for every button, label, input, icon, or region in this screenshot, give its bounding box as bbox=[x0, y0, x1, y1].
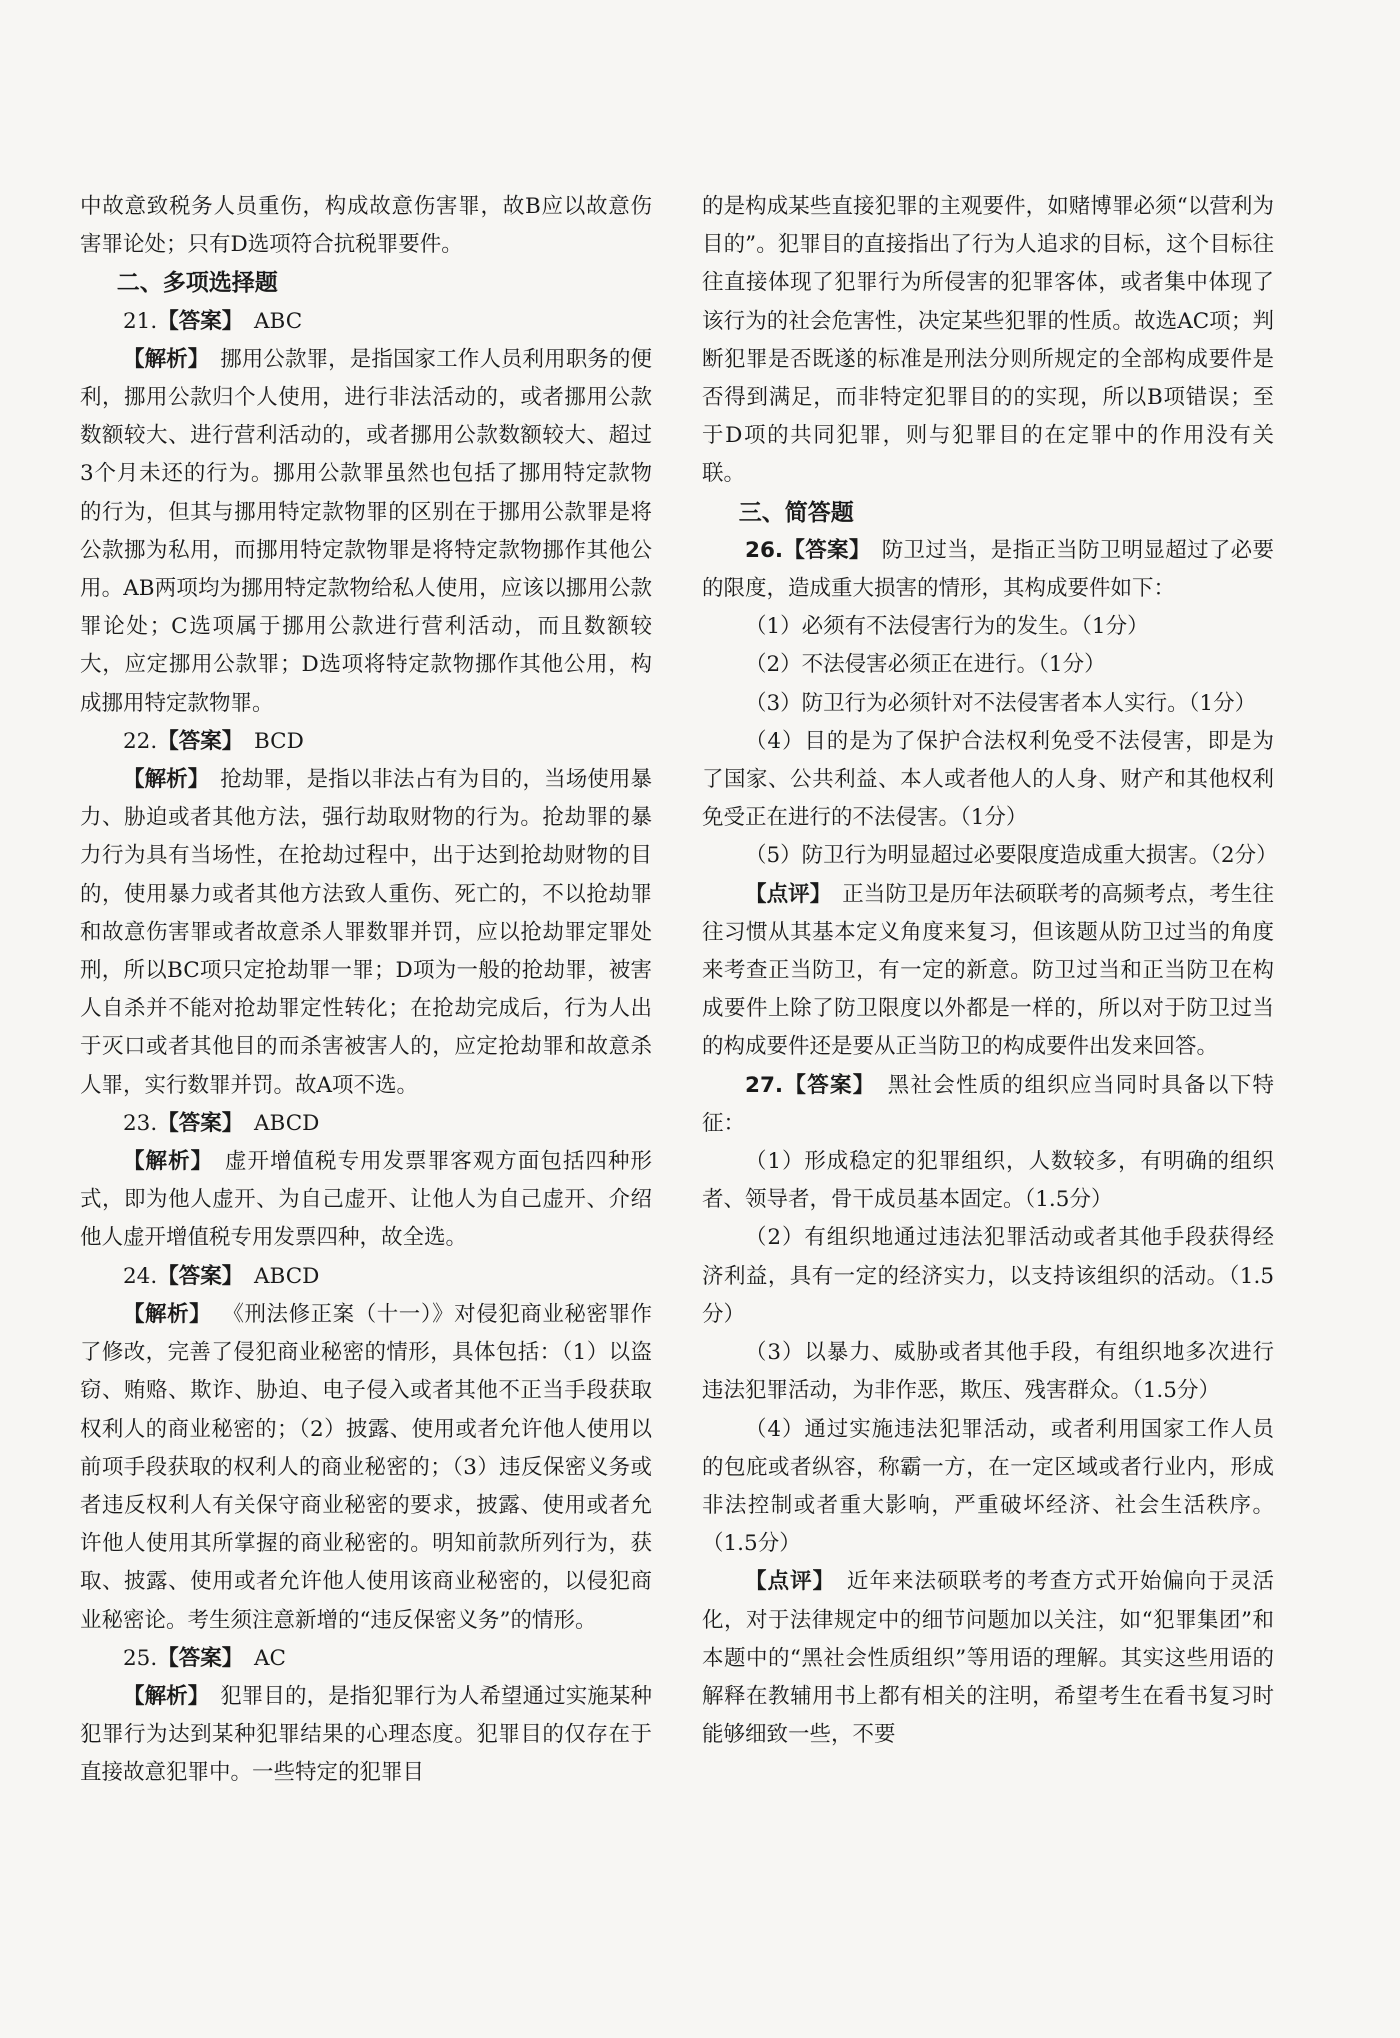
body-paragraph: （1）必须有不法侵害行为的发生。（1分） bbox=[745, 614, 1149, 640]
question-number: 21. bbox=[123, 308, 158, 334]
answer-tag: 【答案】 bbox=[157, 308, 244, 334]
explanation-paragraph bbox=[80, 1678, 652, 1793]
body-paragraph: （1）形成稳定的犯罪组织，人数较多，有明确的组织者、领导者，骨干成员基本固定。（1.5分） bbox=[702, 1149, 1274, 1213]
explanation-paragraph bbox=[702, 532, 1274, 608]
explanation-paragraph bbox=[702, 1563, 1274, 1754]
explanation-text: 正当防卫是历年法硕联考的高频考点，考生往往习惯从其基本定义角度来复习，但该题从防卫过当的角度来考查正当防卫，有一定的新意。防卫过当和正当防卫在构成要件上除了防卫限度以外都是一样的，所以对于防卫过当的构成要件还是要从正当防卫的构成要件出发来回答。 bbox=[702, 881, 1274, 1060]
section-heading: 二、多项选择题 bbox=[116, 270, 278, 297]
answer-tag: 【答案】 bbox=[157, 1645, 244, 1671]
question-number: 25. bbox=[123, 1645, 158, 1671]
body-paragraph: 中故意致税务人员重伤，构成故意伤害罪，故B应以故意伤害罪论处；只有D选项符合抗税罪要件。 bbox=[80, 194, 652, 258]
section-heading: 三、简答题 bbox=[738, 499, 854, 526]
answer-line bbox=[80, 1640, 652, 1678]
answer-line bbox=[80, 1105, 652, 1143]
body-paragraph: 的是构成某些直接犯罪的主观要件，如赌博罪必须“以营利为目的”。犯罪目的直接指出了行为人追求的目标，这个目标往往直接体现了犯罪行为所侵害的犯罪客体，或者集中体现了该行为的社会危害性，决定某些犯罪的性质。故选AC项；判断犯罪是否既遂的标准是刑法分则所规定的全部构成要件是否得到满足，而非特定犯罪目的的实现，所以B项错误；至于D项的共同犯罪，则与犯罪目的在定罪中的作用没有关联。 bbox=[702, 194, 1274, 487]
answer-value: BCD bbox=[253, 728, 304, 754]
answer-value: ABCD bbox=[253, 1110, 320, 1136]
body-paragraph: （5）防卫行为明显超过必要限度造成重大损害。（2分） bbox=[745, 843, 1278, 869]
right-column bbox=[702, 188, 1278, 1754]
explanation-tag: 26.【答案】 bbox=[745, 537, 871, 563]
explanation-paragraph bbox=[702, 876, 1274, 1067]
question-number: 22. bbox=[123, 728, 158, 754]
body-paragraph: （4）通过实施违法犯罪活动，或者利用国家工作人员的包庇或者纵容，称霸一方，在一定区域或者行业内，形成非法控制或者重大影响，严重破坏经济、社会生活秩序。（1.5分） bbox=[702, 1416, 1274, 1557]
question-number: 23. bbox=[123, 1110, 158, 1136]
explanation-text: 抢劫罪，是指以非法占有为目的，当场使用暴力、胁迫或者其他方法，强行劫取财物的行为。抢劫罪的暴力行为具有当场性，在抢劫过程中，出于达到抢劫财物的目的，使用暴力或者其他方法致人重伤、死亡的，不以抢劫罪和故意伤害罪或者故意杀人罪数罪并罚，应以抢劫罪定罪处刑，所以BC项只定抢劫罪一罪；D项为一般的抢劫罪，被害人自杀并不能对抢劫罪定性转化；在抢劫完成后，行为人出于灭口或者其他目的而杀害被害人的，应定抢劫罪和故意杀人罪，实行数罪并罚。故A项不选。 bbox=[80, 767, 652, 1098]
explanation-text: 近年来法硕联考的考查方式开始偏向于灵活化，对于法律规定中的细节问题加以关注，如“犯罪集团”和本题中的“黑社会性质组织”等用语的理解。其实这些用语的解释在教辅用书上都有相关的注明，希望考生在看书复习时能够细致一些，不要 bbox=[702, 1569, 1274, 1748]
explanation-tag: 【解析】 bbox=[123, 1301, 212, 1327]
explanation-text: 犯罪目的，是指犯罪行为人希望通过实施某种犯罪行为达到某种犯罪结果的心理态度。犯罪目的仅存在于直接故意犯罪中。一些特定的犯罪目 bbox=[80, 1683, 652, 1786]
body-paragraph: （3）以暴力、威胁或者其他手段，有组织地多次进行违法犯罪活动，为非作恶，欺压、残害群众。（1.5分） bbox=[702, 1340, 1274, 1404]
body-paragraph: （4）目的是为了保护合法权利免受不法侵害，即是为了国家、公共利益、本人或者他人的人身、财产和其他权利免受正在进行的不法侵害。（1分） bbox=[702, 728, 1274, 831]
explanation-paragraph bbox=[80, 1143, 652, 1258]
explanation-text: 虚开增值税专用发票罪客观方面包括四种形式，即为他人虚开、为自己虚开、让他人为自己虚开、介绍他人虚开增值税专用发票四种，故全选。 bbox=[80, 1149, 652, 1251]
explanation-tag: 【解析】 bbox=[123, 767, 210, 793]
answer-line bbox=[80, 1258, 652, 1296]
explanation-tag: 【解析】 bbox=[123, 1149, 214, 1175]
explanation-tag: 【解析】 bbox=[123, 1683, 210, 1709]
explanation-tag: 【点评】 bbox=[745, 881, 832, 907]
question-number: 24. bbox=[123, 1263, 158, 1289]
answer-line bbox=[80, 723, 652, 761]
explanation-text: 黑社会性质的组织应当同时具备以下特征： bbox=[702, 1072, 1274, 1136]
explanation-text: 《刑法修正案（十一）》对侵犯商业秘密罪作了修改，完善了侵犯商业秘密的情形，具体包括：（1）以盗窃、贿赂、欺诈、胁迫、电子侵入或者其他不正当手段获取权利人的商业秘密的；（2）披露、使用或者允许他人使用以前项手段获取的权利人的商业秘密的；（3）违反保密义务或者违反权利人有关保守商业秘密的要求，披露、使用或者允许他人使用其所掌握的商业秘密的。明知前款所列行为，获取、披露、使用或者允许他人使用该商业秘密的，以侵犯商业秘密论。考生须注意新增的“违反保密义务”的情形。 bbox=[80, 1301, 652, 1633]
explanation-paragraph bbox=[702, 1067, 1274, 1143]
body-paragraph: （2）有组织地通过违法犯罪活动或者其他手段获得经济利益，具有一定的经济实力，以支持该组织的活动。（1.5分） bbox=[702, 1225, 1274, 1327]
explanation-text: 防卫过当，是指正当防卫明显超过了必要的限度，造成重大损害的情形，其构成要件如下： bbox=[702, 537, 1274, 602]
explanation-tag: 【解析】 bbox=[123, 346, 210, 372]
body-paragraph: （3）防卫行为必须针对不法侵害者本人实行。（1分） bbox=[745, 690, 1257, 716]
body-paragraph: （2）不法侵害必须正在进行。（1分） bbox=[745, 652, 1106, 678]
explanation-tag: 【点评】 bbox=[745, 1569, 836, 1595]
answer-value: AC bbox=[253, 1645, 286, 1671]
explanation-paragraph bbox=[80, 341, 652, 723]
answer-value: ABCD bbox=[253, 1263, 320, 1289]
answer-tag: 【答案】 bbox=[157, 728, 244, 754]
explanation-text: 挪用公款罪，是指国家工作人员利用职务的便利，挪用公款归个人使用，进行非法活动的，或者挪用公款数额较大、进行营利活动的，或者挪用公款数额较大、超过3个月未还的行为。挪用公款罪虽然也包括了挪用特定款物的行为，但其与挪用特定款物罪的区别在于挪用公款罪是将公款挪为私用，而挪用特定款物罪是将特定款物挪作其他公用。AB两项均为挪用特定款物给私人使用，应该以挪用公款罪论处；C选项属于挪用公款进行营利活动，而且数额较大，应定挪用公款罪；D选项将特定款物挪作其他公用，构成挪用特定款物罪。 bbox=[80, 346, 652, 716]
answer-line bbox=[80, 303, 652, 341]
explanation-tag: 27.【答案】 bbox=[745, 1072, 876, 1098]
answer-value: ABC bbox=[253, 308, 303, 334]
left-column bbox=[80, 188, 652, 1793]
explanation-paragraph bbox=[80, 1296, 652, 1640]
explanation-paragraph bbox=[80, 761, 652, 1105]
answer-tag: 【答案】 bbox=[157, 1110, 244, 1136]
answer-tag: 【答案】 bbox=[157, 1263, 244, 1289]
